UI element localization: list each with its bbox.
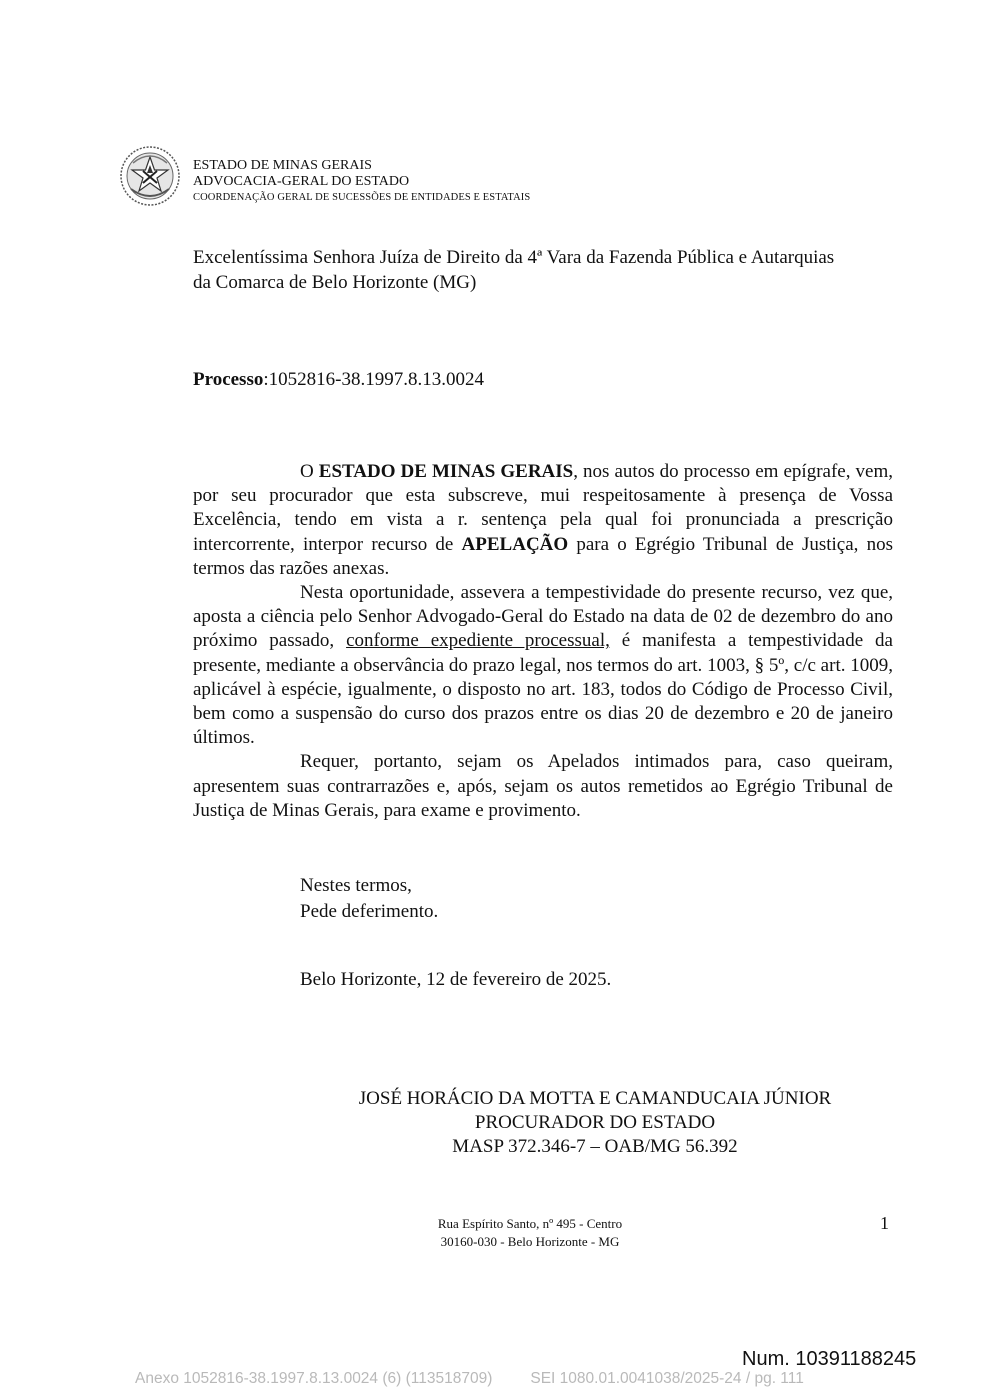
- closing-line-1: Nestes termos,: [300, 875, 412, 896]
- signer-registration: MASP 372.346-7 – OAB/MG 56.392: [452, 1136, 738, 1157]
- document-number: Num. 10391188245: [742, 1348, 917, 1370]
- p2-underlined: conforme expediente processual,: [346, 630, 610, 652]
- footer-address: [330, 1215, 730, 1251]
- p1-state-name: ESTADO DE MINAS GERAIS: [318, 461, 574, 482]
- letterhead: [193, 158, 530, 206]
- signature-block: [300, 1087, 890, 1159]
- footer-address-line-1: Rua Espírito Santo, nº 495 - Centro: [437, 1216, 623, 1231]
- process-reference: [193, 367, 484, 392]
- minas-gerais-coat-of-arms-icon: [119, 145, 181, 207]
- signer-name: JOSÉ HORÁCIO DA MOTTA E CAMANDUCAIA JÚNIOR: [358, 1088, 832, 1109]
- p1-text-c: , nos autos do processo em epígrafe, vem, por seu procurador que esta subscreve, mui respeitosamente à presença de Vossa Excelência, tendo em vista a r. sentença pela qual foi pronunciada a prescrição intercorrente, interpor recurso de: [193, 461, 893, 555]
- process-label: Processo: [193, 369, 264, 390]
- paragraph-3: Requer, portanto, sejam os Apelados intimados para, caso queiram, apresentem suas contrarrazões e, após, sejam os autos remetidos ao Egrégio Tribunal de Justiça de Minas Gerais, para exame e provimento.: [193, 751, 893, 821]
- p2-text-c: é manifesta a tempestividade da presente, mediante a observância do prazo legal, nos termos do art. 1003, § 5º, c/c art. 1009, aplicável à espécie, igualmente, o disposto no art. 183, todos do Código de Processo Civil, bem como a suspensão do curso dos prazos entre os dias 20 de dezembro e 20 de janeiro últimos.: [193, 630, 893, 749]
- date-line: Belo Horizonte, 12 de fevereiro de 2025.: [300, 969, 612, 990]
- letterhead-department: COORDENAÇÃO GERAL DE SUCESSÕES DE ENTIDADES E ESTATAIS: [193, 192, 531, 203]
- p1-appeal: APELAÇÃO: [461, 533, 569, 555]
- petition-body: [193, 460, 893, 823]
- annex-reference: Anexo 1052816-38.1997.8.13.0024 (6) (113518709): [135, 1370, 493, 1387]
- p2-text-a: Nesta oportunidade, assevera a tempestividade do presente recurso, vez que, aposta a ciência pelo Senhor Advogado-Geral do Estado na data de 02 de dezembro do ano próximo passado,: [193, 582, 893, 652]
- p1-text-a: O: [300, 461, 319, 482]
- process-number: :1052816-38.1997.8.13.0024: [263, 369, 484, 390]
- signer-title: PROCURADOR DO ESTADO: [474, 1112, 716, 1133]
- page-number: 1: [880, 1213, 889, 1233]
- addressee-line-2: da Comarca de Belo Horizonte (MG): [193, 272, 477, 293]
- letterhead-state: ESTADO DE MINAS GERAIS: [193, 158, 372, 173]
- paragraph-1: [193, 460, 893, 581]
- addressee-line-1: Excelentíssima Senhora Juíza de Direito da 4ª Vara da Fazenda Pública e Autarquias: [193, 247, 835, 268]
- closing: [300, 873, 438, 925]
- letterhead-agency: ADVOCACIA-GERAL DO ESTADO: [193, 174, 410, 189]
- sei-reference: SEI 1080.01.0041038/2025-24 / pg. 111: [530, 1370, 804, 1387]
- addressee: [193, 245, 913, 295]
- paragraph-2: [193, 581, 893, 750]
- closing-line-2: Pede deferimento.: [300, 901, 439, 922]
- footer-address-line-2: 30160-030 - Belo Horizonte - MG: [440, 1234, 620, 1249]
- sei-watermark: [135, 1370, 865, 1388]
- p1-text-e: para o Egrégio Tribunal de Justiça, nos termos das razões anexas.: [193, 533, 894, 579]
